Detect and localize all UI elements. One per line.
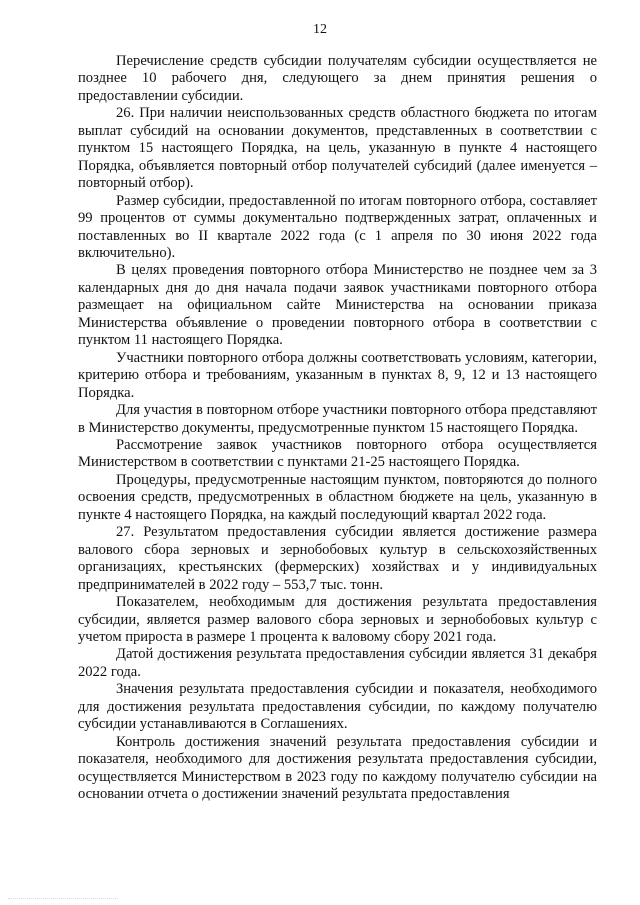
page-number: 12 bbox=[313, 22, 327, 37]
paragraph-review: Рассмотрение заявок участников повторного отбора осуществляется Министерством в соответствии с пунктами 21-25 настоящего Порядка. bbox=[78, 436, 597, 471]
paragraph-procedures-repeat: Процедуры, предусмотренные настоящим пунктом, повторяются до полного освоения средств, предусмотренных в областном бюджете на цель, указанную в пункте 4 настоящего Порядка, на каждый последующий квартал 2022 года. bbox=[78, 471, 597, 523]
paragraph-documents: Для участия в повторном отборе участники повторного отбора представляют в Министерство документы, предусмотренные пунктом 15 настоящего Порядка. bbox=[78, 402, 597, 436]
paragraph-subsidy-size: Размер субсидии, предоставленной по итогам повторного отбора, составляет 99 процентов от суммы документально подтвержденных затрат, оплаченных и поставленных во II квартале 2022 года (с 1 апреля по 30 июня 2022 года включительно). bbox=[78, 192, 597, 261]
paragraph-payment-deadline: Перечисление средств субсидии получателям субсидии осуществляется не позднее 10 рабочего дня, следующего за днем принятия решения о предоставлении субсидии. bbox=[78, 53, 597, 104]
scan-artifact bbox=[8, 895, 118, 899]
paragraph-indicator: Показателем, необходимым для достижения результата предоставления субсидии, является размер валового сбора зерновых и зернобобовых культур с учетом прироста в размере 1 процента к валовому сбору 2021 года. bbox=[78, 594, 597, 645]
paragraph-values-agreements: Значения результата предоставления субсидии и показателя, необходимого для достижения результата предоставления субсидии, по каждому получателю субсидии устанавливаются в Соглашениях. bbox=[78, 681, 597, 733]
paragraph-announcement: В целях проведения повторного отбора Министерство не позднее чем за 3 календарных дня до дня начала подачи заявок участниками повторного отбора размещает на официальном сайте Министерства на основании приказа Министерства объявление о проведении повторного отбора в соответствии с пунктом 11 настоящего Порядка. bbox=[78, 262, 597, 349]
paragraph-control: Контроль достижения значений результата предоставления субсидии и показателя, необходимого для достижения результата предоставления субсидии, осуществляется Министерством в 2023 году по каждому получателю субсидии на основании отчета о достижении значений результата предоставления bbox=[78, 733, 597, 803]
document-body bbox=[78, 53, 597, 803]
paragraph-26-repeat-selection: 26. При наличии неиспользованных средств областного бюджета по итогам выплат субсидий на основании документов, представленных в соответствии с пунктом 15 настоящего Порядка, на цель, указанную в пункте 4 настоящего Порядка, объявляется повторный отбор получателей субсидий (далее именуется – повторный отбор). bbox=[78, 105, 597, 192]
paragraph-participant-requirements: Участники повторного отбора должны соответствовать условиям, категории, критерию отбора и требованиям, указанным в пунктах 8, 9, 12 и 13 настоящего Порядка. bbox=[78, 349, 597, 401]
paragraph-achievement-date: Датой достижения результата предоставления субсидии является 31 декабря 2022 года. bbox=[78, 646, 597, 680]
paragraph-27-result: 27. Результатом предоставления субсидии является достижение размера валового сбора зерновых и зернобобовых культур в сельскохозяйственных организациях, крестьянских (фермерских) хозяйствах и у индивидуальных предпринимателей в 2022 году – 553,7 тыс. тонн. bbox=[78, 524, 597, 593]
